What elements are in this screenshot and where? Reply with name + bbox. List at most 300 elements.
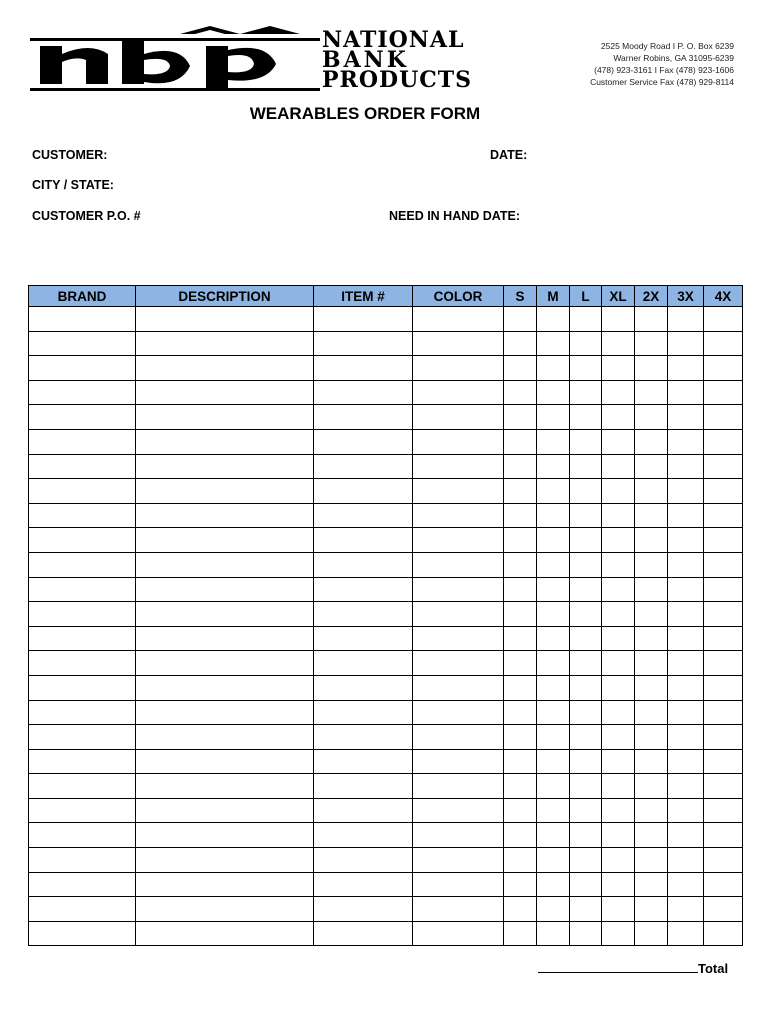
table-cell[interactable] bbox=[635, 331, 668, 356]
table-cell[interactable] bbox=[704, 380, 743, 405]
table-cell[interactable] bbox=[413, 602, 504, 627]
table-cell[interactable] bbox=[537, 528, 570, 553]
table-cell[interactable] bbox=[602, 528, 635, 553]
table-cell[interactable] bbox=[602, 405, 635, 430]
table-cell[interactable] bbox=[602, 577, 635, 602]
table-cell[interactable] bbox=[704, 528, 743, 553]
table-row bbox=[29, 749, 743, 774]
table-cell[interactable] bbox=[635, 651, 668, 676]
table-cell[interactable] bbox=[570, 331, 602, 356]
table-cell[interactable] bbox=[504, 823, 537, 848]
table-cell[interactable] bbox=[504, 848, 537, 873]
table-cell[interactable] bbox=[570, 897, 602, 922]
table-cell[interactable] bbox=[602, 331, 635, 356]
table-cell[interactable] bbox=[602, 479, 635, 504]
table-cell[interactable] bbox=[570, 675, 602, 700]
table-cell[interactable] bbox=[136, 651, 314, 676]
table-cell[interactable] bbox=[668, 725, 704, 750]
table-cell[interactable] bbox=[314, 848, 413, 873]
table-cell[interactable] bbox=[29, 307, 136, 332]
table-cell[interactable] bbox=[602, 552, 635, 577]
table-cell[interactable] bbox=[602, 848, 635, 873]
table-cell[interactable] bbox=[635, 872, 668, 897]
table-cell[interactable] bbox=[314, 774, 413, 799]
table-cell[interactable] bbox=[668, 503, 704, 528]
table-cell[interactable] bbox=[314, 602, 413, 627]
table-cell[interactable] bbox=[413, 356, 504, 381]
table-cell[interactable] bbox=[668, 479, 704, 504]
table-cell[interactable] bbox=[635, 921, 668, 946]
table-cell[interactable] bbox=[413, 552, 504, 577]
table-cell[interactable] bbox=[413, 331, 504, 356]
table-cell[interactable] bbox=[136, 479, 314, 504]
table-cell[interactable] bbox=[537, 479, 570, 504]
table-cell[interactable] bbox=[504, 921, 537, 946]
table-cell[interactable] bbox=[504, 700, 537, 725]
table-cell[interactable] bbox=[635, 577, 668, 602]
table-cell[interactable] bbox=[504, 405, 537, 430]
table-cell[interactable] bbox=[570, 577, 602, 602]
table-cell[interactable] bbox=[704, 725, 743, 750]
table-cell[interactable] bbox=[602, 602, 635, 627]
table-cell[interactable] bbox=[413, 429, 504, 454]
table-cell[interactable] bbox=[602, 897, 635, 922]
table-cell[interactable] bbox=[314, 380, 413, 405]
table-cell[interactable] bbox=[413, 454, 504, 479]
table-cell[interactable] bbox=[602, 307, 635, 332]
table-cell[interactable] bbox=[504, 897, 537, 922]
table-cell[interactable] bbox=[704, 774, 743, 799]
table-cell[interactable] bbox=[314, 798, 413, 823]
table-cell[interactable] bbox=[413, 528, 504, 553]
table-cell[interactable] bbox=[537, 897, 570, 922]
table-cell[interactable] bbox=[314, 725, 413, 750]
table-cell[interactable] bbox=[602, 823, 635, 848]
table-cell[interactable] bbox=[504, 651, 537, 676]
address-line: (478) 923-3161 I Fax (478) 923-1606 bbox=[594, 65, 734, 75]
table-cell[interactable] bbox=[504, 454, 537, 479]
table-cell[interactable] bbox=[570, 651, 602, 676]
table-cell[interactable] bbox=[635, 405, 668, 430]
table-cell[interactable] bbox=[504, 749, 537, 774]
table-cell[interactable] bbox=[413, 798, 504, 823]
table-cell[interactable] bbox=[570, 700, 602, 725]
table-cell[interactable] bbox=[537, 749, 570, 774]
table-cell[interactable] bbox=[136, 405, 314, 430]
company-name-line1: NATIONAL bbox=[322, 27, 465, 53]
table-cell[interactable] bbox=[602, 356, 635, 381]
table-cell[interactable] bbox=[704, 872, 743, 897]
table-cell[interactable] bbox=[635, 356, 668, 381]
table-cell[interactable] bbox=[504, 356, 537, 381]
table-cell[interactable] bbox=[704, 675, 743, 700]
table-cell[interactable] bbox=[537, 798, 570, 823]
table-cell[interactable] bbox=[504, 528, 537, 553]
table-cell[interactable] bbox=[668, 921, 704, 946]
table-cell[interactable] bbox=[602, 774, 635, 799]
table-cell[interactable] bbox=[504, 774, 537, 799]
table-cell[interactable] bbox=[504, 503, 537, 528]
table-cell[interactable] bbox=[635, 774, 668, 799]
table-cell[interactable] bbox=[29, 528, 136, 553]
table-cell[interactable] bbox=[413, 307, 504, 332]
table-cell[interactable] bbox=[413, 897, 504, 922]
table-cell[interactable] bbox=[704, 356, 743, 381]
table-cell[interactable] bbox=[537, 774, 570, 799]
table-cell[interactable] bbox=[136, 577, 314, 602]
table-cell[interactable] bbox=[136, 380, 314, 405]
table-cell[interactable] bbox=[537, 331, 570, 356]
table-row bbox=[29, 356, 743, 381]
table-cell[interactable] bbox=[314, 823, 413, 848]
table-cell[interactable] bbox=[635, 307, 668, 332]
table-cell[interactable] bbox=[413, 675, 504, 700]
table-cell[interactable] bbox=[413, 823, 504, 848]
table-cell[interactable] bbox=[504, 675, 537, 700]
table-cell[interactable] bbox=[314, 405, 413, 430]
table-cell[interactable] bbox=[314, 749, 413, 774]
table-cell[interactable] bbox=[635, 823, 668, 848]
table-cell[interactable] bbox=[136, 774, 314, 799]
table-cell[interactable] bbox=[136, 552, 314, 577]
table-cell[interactable] bbox=[537, 602, 570, 627]
table-cell[interactable] bbox=[570, 380, 602, 405]
table-cell[interactable] bbox=[602, 454, 635, 479]
table-cell[interactable] bbox=[29, 479, 136, 504]
table-cell[interactable] bbox=[413, 848, 504, 873]
table-cell[interactable] bbox=[504, 626, 537, 651]
table-cell[interactable] bbox=[413, 651, 504, 676]
table-cell[interactable] bbox=[635, 602, 668, 627]
table-cell[interactable] bbox=[635, 700, 668, 725]
table-cell[interactable] bbox=[668, 823, 704, 848]
table-cell[interactable] bbox=[136, 528, 314, 553]
table-cell[interactable] bbox=[136, 823, 314, 848]
table-cell[interactable] bbox=[29, 823, 136, 848]
table-cell[interactable] bbox=[570, 602, 602, 627]
table-cell[interactable] bbox=[668, 651, 704, 676]
table-cell[interactable] bbox=[413, 700, 504, 725]
table-cell[interactable] bbox=[136, 429, 314, 454]
table-cell[interactable] bbox=[504, 872, 537, 897]
table-cell[interactable] bbox=[668, 331, 704, 356]
table-cell[interactable] bbox=[314, 552, 413, 577]
table-cell[interactable] bbox=[635, 675, 668, 700]
table-cell[interactable] bbox=[704, 405, 743, 430]
table-cell[interactable] bbox=[136, 307, 314, 332]
table-cell[interactable] bbox=[668, 307, 704, 332]
table-cell[interactable] bbox=[504, 552, 537, 577]
total-blank-line[interactable] bbox=[538, 960, 698, 973]
table-cell[interactable] bbox=[504, 577, 537, 602]
table-cell[interactable] bbox=[668, 528, 704, 553]
table-cell[interactable] bbox=[570, 626, 602, 651]
table-cell[interactable] bbox=[136, 921, 314, 946]
table-cell[interactable] bbox=[570, 552, 602, 577]
table-cell[interactable] bbox=[29, 675, 136, 700]
table-cell[interactable] bbox=[314, 331, 413, 356]
table-cell[interactable] bbox=[570, 848, 602, 873]
table-cell[interactable] bbox=[29, 429, 136, 454]
table-cell[interactable] bbox=[29, 749, 136, 774]
table-cell[interactable] bbox=[413, 749, 504, 774]
table-cell[interactable] bbox=[504, 380, 537, 405]
table-cell[interactable] bbox=[314, 700, 413, 725]
table-cell[interactable] bbox=[570, 479, 602, 504]
table-cell[interactable] bbox=[413, 380, 504, 405]
table-cell[interactable] bbox=[602, 921, 635, 946]
table-cell[interactable] bbox=[570, 774, 602, 799]
table-cell[interactable] bbox=[537, 848, 570, 873]
table-cell[interactable] bbox=[570, 429, 602, 454]
table-cell[interactable] bbox=[29, 602, 136, 627]
table-cell[interactable] bbox=[413, 577, 504, 602]
table-cell[interactable] bbox=[704, 626, 743, 651]
table-cell[interactable] bbox=[668, 848, 704, 873]
table-cell[interactable] bbox=[602, 429, 635, 454]
table-cell[interactable] bbox=[570, 749, 602, 774]
table-cell[interactable] bbox=[602, 798, 635, 823]
table-cell[interactable] bbox=[570, 872, 602, 897]
table-cell[interactable] bbox=[537, 356, 570, 381]
table-cell[interactable] bbox=[136, 675, 314, 700]
table-cell[interactable] bbox=[704, 921, 743, 946]
table-cell[interactable] bbox=[635, 848, 668, 873]
table-cell[interactable] bbox=[570, 405, 602, 430]
table-cell[interactable] bbox=[537, 380, 570, 405]
table-cell[interactable] bbox=[570, 725, 602, 750]
table-cell[interactable] bbox=[29, 503, 136, 528]
table-cell[interactable] bbox=[537, 552, 570, 577]
table-cell[interactable] bbox=[29, 405, 136, 430]
table-cell[interactable] bbox=[314, 356, 413, 381]
table-cell[interactable] bbox=[29, 921, 136, 946]
date-label: DATE: bbox=[490, 148, 528, 162]
table-cell[interactable] bbox=[136, 700, 314, 725]
table-cell[interactable] bbox=[635, 897, 668, 922]
table-cell[interactable] bbox=[537, 307, 570, 332]
table-cell[interactable] bbox=[413, 405, 504, 430]
table-cell[interactable] bbox=[29, 700, 136, 725]
table-cell[interactable] bbox=[602, 380, 635, 405]
table-cell[interactable] bbox=[136, 602, 314, 627]
table-cell[interactable] bbox=[668, 429, 704, 454]
table-cell[interactable] bbox=[314, 577, 413, 602]
table-cell[interactable] bbox=[413, 872, 504, 897]
table-cell[interactable] bbox=[29, 552, 136, 577]
table-cell[interactable] bbox=[704, 307, 743, 332]
table-cell[interactable] bbox=[602, 503, 635, 528]
table-cell[interactable] bbox=[537, 577, 570, 602]
table-cell[interactable] bbox=[704, 479, 743, 504]
table-cell[interactable] bbox=[704, 848, 743, 873]
table-row bbox=[29, 651, 743, 676]
table-cell[interactable] bbox=[635, 503, 668, 528]
table-cell[interactable] bbox=[704, 503, 743, 528]
table-cell[interactable] bbox=[668, 602, 704, 627]
table-cell[interactable] bbox=[537, 626, 570, 651]
table-cell[interactable] bbox=[136, 503, 314, 528]
table-cell[interactable] bbox=[29, 626, 136, 651]
table-cell[interactable] bbox=[314, 307, 413, 332]
table-cell[interactable] bbox=[537, 405, 570, 430]
table-cell[interactable] bbox=[537, 675, 570, 700]
table-cell[interactable] bbox=[668, 872, 704, 897]
table-cell[interactable] bbox=[29, 380, 136, 405]
table-cell[interactable] bbox=[537, 429, 570, 454]
table-cell[interactable] bbox=[635, 528, 668, 553]
table-row bbox=[29, 848, 743, 873]
table-cell[interactable] bbox=[668, 749, 704, 774]
table-cell[interactable] bbox=[29, 774, 136, 799]
table-cell[interactable] bbox=[29, 651, 136, 676]
table-cell[interactable] bbox=[413, 725, 504, 750]
table-cell[interactable] bbox=[136, 749, 314, 774]
table-cell[interactable] bbox=[29, 577, 136, 602]
table-cell[interactable] bbox=[570, 798, 602, 823]
column-header-color: COLOR bbox=[413, 286, 504, 307]
table-cell[interactable] bbox=[635, 429, 668, 454]
table-cell[interactable] bbox=[602, 749, 635, 774]
table-cell[interactable] bbox=[413, 503, 504, 528]
table-cell[interactable] bbox=[635, 725, 668, 750]
table-cell[interactable] bbox=[635, 626, 668, 651]
table-cell[interactable] bbox=[314, 626, 413, 651]
table-cell[interactable] bbox=[136, 872, 314, 897]
table-cell[interactable] bbox=[504, 602, 537, 627]
table-cell[interactable] bbox=[136, 897, 314, 922]
table-cell[interactable] bbox=[413, 626, 504, 651]
table-cell[interactable] bbox=[668, 552, 704, 577]
column-header-brand: BRAND bbox=[29, 286, 136, 307]
table-cell[interactable] bbox=[570, 307, 602, 332]
table-cell[interactable] bbox=[537, 700, 570, 725]
table-cell[interactable] bbox=[635, 798, 668, 823]
table-cell[interactable] bbox=[136, 725, 314, 750]
table-cell[interactable] bbox=[602, 725, 635, 750]
table-cell[interactable] bbox=[668, 454, 704, 479]
table-cell[interactable] bbox=[704, 749, 743, 774]
table-cell[interactable] bbox=[537, 725, 570, 750]
table-cell[interactable] bbox=[635, 552, 668, 577]
table-cell[interactable] bbox=[314, 528, 413, 553]
table-cell[interactable] bbox=[314, 503, 413, 528]
table-cell[interactable] bbox=[704, 577, 743, 602]
table-cell[interactable] bbox=[29, 872, 136, 897]
table-cell[interactable] bbox=[704, 897, 743, 922]
table-cell[interactable] bbox=[602, 626, 635, 651]
table-cell[interactable] bbox=[29, 331, 136, 356]
table-cell[interactable] bbox=[668, 405, 704, 430]
table-cell[interactable] bbox=[504, 479, 537, 504]
table-cell[interactable] bbox=[314, 675, 413, 700]
table-cell[interactable] bbox=[136, 331, 314, 356]
table-cell[interactable] bbox=[537, 823, 570, 848]
table-cell[interactable] bbox=[504, 331, 537, 356]
table-cell[interactable] bbox=[570, 921, 602, 946]
table-cell[interactable] bbox=[668, 897, 704, 922]
table-cell[interactable] bbox=[635, 749, 668, 774]
table-cell[interactable] bbox=[29, 848, 136, 873]
column-header-description: DESCRIPTION bbox=[136, 286, 314, 307]
table-cell[interactable] bbox=[668, 700, 704, 725]
table-cell[interactable] bbox=[29, 725, 136, 750]
table-row bbox=[29, 577, 743, 602]
table-cell[interactable] bbox=[704, 454, 743, 479]
table-cell[interactable] bbox=[413, 921, 504, 946]
table-cell[interactable] bbox=[314, 921, 413, 946]
table-cell[interactable] bbox=[314, 872, 413, 897]
table-cell[interactable] bbox=[136, 626, 314, 651]
table-cell[interactable] bbox=[635, 380, 668, 405]
table-cell[interactable] bbox=[314, 429, 413, 454]
table-cell[interactable] bbox=[602, 700, 635, 725]
table-cell[interactable] bbox=[570, 503, 602, 528]
table-cell[interactable] bbox=[668, 774, 704, 799]
table-cell[interactable] bbox=[314, 454, 413, 479]
table-cell[interactable] bbox=[602, 675, 635, 700]
table-cell[interactable] bbox=[504, 798, 537, 823]
table-cell[interactable] bbox=[668, 675, 704, 700]
table-cell[interactable] bbox=[29, 798, 136, 823]
table-cell[interactable] bbox=[136, 454, 314, 479]
table-cell[interactable] bbox=[314, 651, 413, 676]
table-cell[interactable] bbox=[668, 356, 704, 381]
table-cell[interactable] bbox=[704, 823, 743, 848]
table-cell[interactable] bbox=[668, 380, 704, 405]
table-cell[interactable] bbox=[504, 725, 537, 750]
table-cell[interactable] bbox=[537, 651, 570, 676]
table-cell[interactable] bbox=[29, 356, 136, 381]
table-cell[interactable] bbox=[314, 479, 413, 504]
table-cell[interactable] bbox=[704, 798, 743, 823]
table-cell[interactable] bbox=[314, 897, 413, 922]
table-cell[interactable] bbox=[570, 454, 602, 479]
table-cell[interactable] bbox=[635, 454, 668, 479]
table-cell[interactable] bbox=[29, 897, 136, 922]
table-cell[interactable] bbox=[635, 479, 668, 504]
table-cell[interactable] bbox=[668, 798, 704, 823]
table-row bbox=[29, 872, 743, 897]
table-cell[interactable] bbox=[570, 823, 602, 848]
table-cell[interactable] bbox=[704, 651, 743, 676]
table-cell[interactable] bbox=[668, 577, 704, 602]
table-cell[interactable] bbox=[504, 307, 537, 332]
table-cell[interactable] bbox=[570, 356, 602, 381]
table-cell[interactable] bbox=[413, 479, 504, 504]
table-cell[interactable] bbox=[136, 848, 314, 873]
table-cell[interactable] bbox=[704, 331, 743, 356]
table-cell[interactable] bbox=[704, 700, 743, 725]
table-row bbox=[29, 921, 743, 946]
table-cell[interactable] bbox=[136, 798, 314, 823]
table-cell[interactable] bbox=[668, 626, 704, 651]
table-cell[interactable] bbox=[704, 429, 743, 454]
table-cell[interactable] bbox=[413, 774, 504, 799]
table-cell[interactable] bbox=[602, 872, 635, 897]
table-cell[interactable] bbox=[29, 454, 136, 479]
table-cell[interactable] bbox=[537, 503, 570, 528]
table-cell[interactable] bbox=[537, 454, 570, 479]
table-cell[interactable] bbox=[704, 552, 743, 577]
table-cell[interactable] bbox=[136, 356, 314, 381]
table-cell[interactable] bbox=[537, 921, 570, 946]
table-cell[interactable] bbox=[602, 651, 635, 676]
table-cell[interactable] bbox=[504, 429, 537, 454]
table-cell[interactable] bbox=[570, 528, 602, 553]
table-cell[interactable] bbox=[537, 872, 570, 897]
table-cell[interactable] bbox=[704, 602, 743, 627]
